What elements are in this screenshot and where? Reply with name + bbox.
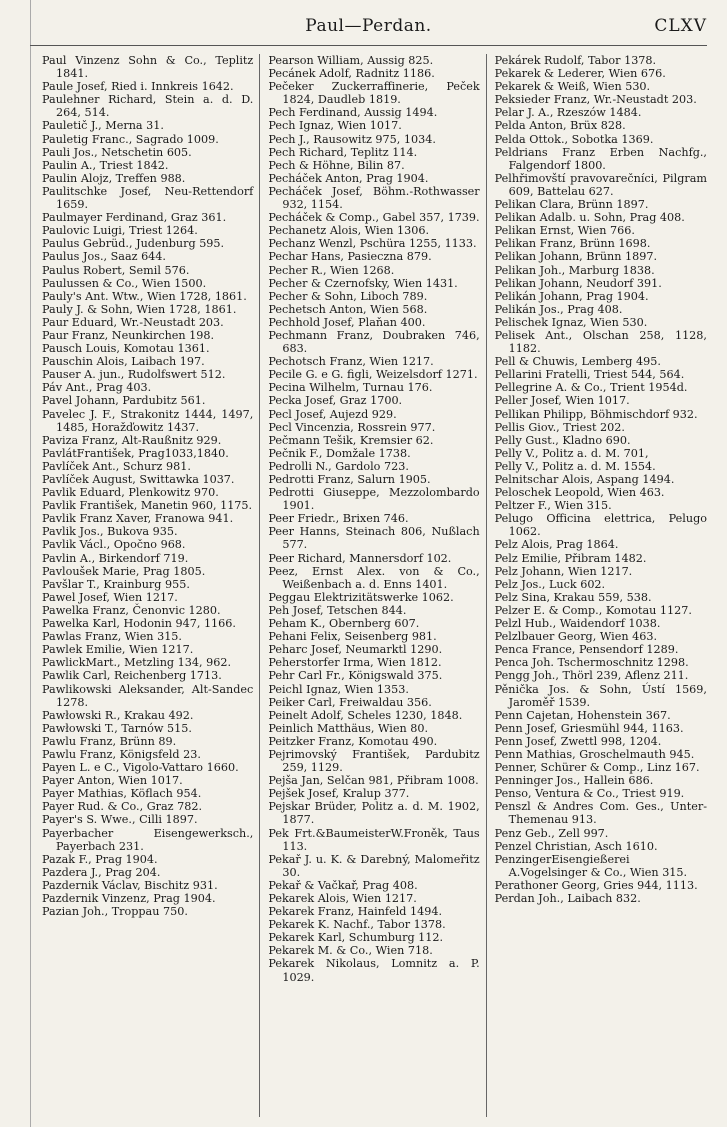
directory-entry: Peham K., Obernberg 607.: [268, 617, 420, 631]
directory-entry: Pelzer E. & Comp., Komotau 1127.: [494, 603, 692, 617]
directory-entry: Pawłowski R., Krakau 492.: [42, 708, 194, 722]
directory-entry: Pelz Emilie, Přibram 1482.: [494, 551, 647, 565]
directory-entry: Paulin A., Triest 1842.: [42, 158, 169, 172]
directory-entry: Pecl Josef, Aujezd 929.: [268, 407, 397, 421]
directory-entry: Pawlikowski Aleksander, Alt-Sandec 1278.: [42, 682, 254, 709]
page-number: CLXV: [654, 16, 707, 36]
directory-entry: Paulehner Richard, Stein a. d. D. 264, 514.: [42, 93, 254, 120]
directory-entry: Pecháček Anton, Prag 1904.: [268, 171, 429, 185]
directory-entry: Pawłowski T., Tarnów 515.: [42, 721, 192, 735]
directory-entry: Peiker Carl, Freiwaldau 356.: [268, 695, 432, 709]
directory-entry: Pejšek Josef, Kralup 377.: [268, 787, 410, 801]
directory-entry: Pauli Jos., Netschetin 605.: [42, 145, 192, 159]
directory-entry: Pelischek Ignaz, Wien 530.: [494, 315, 648, 329]
column-3: [487, 54, 713, 1117]
directory-entry: Pavlíček Ant., Schurz 981.: [42, 459, 191, 473]
directory-entry: Pelz Jos., Luck 602.: [494, 577, 606, 591]
directory-entry: Pawlu Franz, Königsfeld 23.: [42, 747, 201, 761]
directory-entry: Payer Rud. & Co., Graz 782.: [42, 800, 203, 814]
directory-entry: Pawlik Carl, Reichenberg 1713.: [42, 669, 222, 683]
directory-entry: Pavlik Franz Xaver, Franowa 941.: [42, 512, 234, 526]
directory-entry: Peh Josef, Tetschen 844.: [268, 603, 407, 617]
directory-entry: Pekarek & Weiß, Wien 530.: [494, 80, 651, 94]
directory-entry: Peller Josef, Wien 1017.: [494, 394, 630, 408]
column-2: [260, 54, 486, 1117]
directory-entry: Pawlu Franz, Brünn 89.: [42, 734, 177, 748]
directory-entry: Pek Frt.&BaumeisterW.Froněk, Taus 113.: [268, 826, 480, 853]
directory-columns: [34, 54, 713, 1117]
directory-entry: Pawlek Emilie, Wien 1217.: [42, 643, 194, 657]
directory-entry: Paur Franz, Neunkirchen 198.: [42, 328, 215, 342]
directory-entry: Pelikán Jos., Prag 408.: [494, 302, 623, 316]
directory-entry: Peinlich Matthäus, Wien 80.: [268, 721, 429, 735]
directory-entry: Pecháček Josef, Böhm.-Rothwasser 932, 1154.: [268, 184, 480, 212]
directory-entry: Pauletič J., Merna 31.: [42, 119, 164, 133]
directory-entry: Pelz Alois, Prag 1864.: [494, 538, 619, 552]
directory-entry: Pelz Sina, Krakau 559, 538.: [494, 590, 652, 604]
page-title: Paul—Perdan.: [305, 16, 432, 36]
directory-entry: Penninger Jos., Hallein 686.: [494, 774, 654, 788]
directory-entry: Pedrotti Giuseppe, Mezzolombardo 1901.: [268, 486, 480, 513]
directory-entry: Penner, Schürer & Comp., Linz 167.: [494, 761, 700, 775]
directory-entry: Pauser A. jun., Rudolfswert 512.: [42, 368, 226, 382]
directory-entry: Payer Anton, Wien 1017.: [42, 774, 183, 788]
directory-entry: Peksieder Franz, Wr.-Neustadt 203.: [494, 93, 697, 107]
directory-entry: Pazian Joh., Troppau 750.: [42, 905, 188, 919]
directory-entry: Peherstorfer Irma, Wien 1812.: [268, 656, 442, 670]
directory-entry: Pechanetz Alois, Wien 1306.: [268, 224, 430, 238]
directory-entry: Pekarek K. Nachf., Tabor 1378.: [268, 918, 446, 932]
directory-entry: Peer Hanns, Steinach 806, Nußlach 577.: [268, 525, 480, 552]
directory-entry: Pecháček & Comp., Gabel 357, 1739.: [268, 211, 480, 225]
directory-entry: Pekarek Karl, Schumburg 112.: [268, 931, 444, 945]
directory-entry: Pawelka Karl, Hodonin 947, 1166.: [42, 617, 236, 631]
directory-entry: Pekarek Nikolaus, Lomnitz a. P. 1029.: [268, 957, 480, 984]
directory-entry: Pelzlbauer Georg, Wien 463.: [494, 630, 657, 644]
directory-entry: Paulus Gebrüd., Judenburg 595.: [42, 237, 225, 251]
directory-entry: PavlátFrantišek, Prag1033,1840.: [42, 446, 229, 460]
directory-entry: Pech Ignaz, Wien 1017.: [268, 119, 402, 133]
directory-entry: Pavšlar T., Krainburg 955.: [42, 577, 190, 591]
directory-entry: Pawel Josef, Wien 1217.: [42, 590, 178, 604]
directory-entry: Peloschek Leopold, Wien 463.: [494, 486, 665, 500]
directory-entry: Pekarek & Lederer, Wien 676.: [494, 67, 666, 81]
directory-entry: Pecl Vincenzia, Rossrein 977.: [268, 420, 436, 434]
directory-entry: Pelnitschar Alois, Aspang 1494.: [494, 473, 675, 486]
directory-entry: Pavlik Václ., Opočno 968.: [42, 538, 186, 552]
directory-entry: Paul Vinzenz Sohn & Co., Teplitz 1841.: [42, 54, 254, 81]
directory-entry: Pazak F., Prag 1904.: [42, 852, 158, 866]
directory-entry: Paule Josef, Ried i. Innkreis 1642.: [42, 80, 234, 94]
directory-entry: Pelly V., Politz a. d. M. 1554.: [494, 459, 656, 473]
directory-entry: Pechanz Wenzl, Pschüra 1255, 1133.: [268, 237, 477, 251]
directory-entry: Paulus Jos., Saaz 644.: [42, 250, 166, 264]
directory-entry: Pechhold Josef, Plaňan 400.: [268, 315, 426, 329]
directory-entry: Pelhřimovští pravovarečníci, Pilgram 609, Battelau 627.: [494, 171, 707, 198]
directory-entry: Penn Cajetan, Hohenstein 367.: [494, 708, 671, 722]
directory-entry: Perathoner Georg, Gries 944, 1113.: [494, 878, 698, 892]
directory-entry: Páv Ant., Prag 403.: [42, 381, 152, 395]
directory-entry: Payerbacher Eisengewerksch., Payerbach 231.: [42, 826, 254, 853]
directory-entry: Payer Mathias, Köflach 954.: [42, 787, 202, 801]
directory-entry: Pekarek Franz, Hainfeld 1494.: [268, 905, 443, 919]
directory-entry: Pellarini Fratelli, Triest 544, 564.: [494, 368, 685, 382]
directory-entry: Pehr Carl Fr., Königswald 375.: [268, 669, 443, 683]
directory-entry: Pekarek Alois, Wien 1217.: [268, 892, 417, 905]
directory-entry: Pavloušek Marie, Prag 1805.: [42, 564, 206, 578]
directory-entry: Pěnička Jos. & Sohn, Ústí 1569, Jaroměř 1539.: [494, 682, 707, 709]
directory-entry: Pečeker Zuckerraffinerie, Peček 1824, Daudleb 1819.: [268, 80, 480, 107]
directory-entry: Pauletig Franc., Sagrado 1009.: [42, 132, 219, 146]
directory-entry: Pecher & Czernofsky, Wien 1431.: [268, 276, 458, 290]
directory-entry: Pelly V., Politz a. d. M. 701,: [494, 446, 649, 460]
directory-entry: Pech J., Rausowitz 975, 1034.: [268, 132, 436, 146]
directory-entry: Peggau Elektrizitätswerke 1062.: [268, 590, 454, 604]
directory-entry: Pekarek M. & Co., Wien 718.: [268, 944, 433, 958]
directory-entry: Pellegrine A. & Co., Trient 1954d.: [494, 381, 688, 395]
directory-entry: Peltzer F., Wien 315.: [494, 499, 612, 513]
directory-entry: Perdan Joh., Laibach 832.: [494, 892, 641, 905]
directory-entry: Paulmayer Ferdinand, Graz 361.: [42, 211, 227, 225]
left-margin-line: [30, 0, 31, 1127]
directory-entry: Pelikan Clara, Brünn 1897.: [494, 198, 649, 212]
directory-entry: Pauly's Ant. Wtw., Wien 1728, 1861.: [42, 289, 247, 303]
directory-entry: Pellis Giov., Triest 202.: [494, 420, 625, 434]
directory-entry: Pekárek Rudolf, Tabor 1378.: [494, 54, 657, 67]
directory-entry: Pearson William, Aussig 825.: [268, 54, 434, 67]
directory-entry: Pavlik Jos., Bukova 935.: [42, 525, 178, 539]
directory-entry: Pechotsch Franz, Wien 1217.: [268, 355, 434, 369]
directory-entry: Pedrolli N., Gardolo 723.: [268, 459, 409, 473]
directory-entry: Paur Eduard, Wr.-Neustadt 203.: [42, 315, 224, 329]
directory-entry: Pausch Louis, Komotau 1361.: [42, 342, 210, 356]
directory-entry: Pelisek Ant., Olschan 258, 1128, 1182.: [494, 328, 707, 356]
directory-entry: Peitzker Franz, Komotau 490.: [268, 734, 438, 748]
directory-entry: Pelikan Franz, Brünn 1698.: [494, 237, 651, 251]
directory-entry: Paulus Robert, Semil 576.: [42, 263, 190, 277]
directory-entry: Pecher R., Wien 1268.: [268, 263, 395, 277]
directory-entry: Pecher & Sohn, Liboch 789.: [268, 289, 428, 303]
directory-entry: Pavlik František, Manetin 960, 1175.: [42, 499, 253, 513]
directory-entry: Penn Josef, Zwettl 998, 1204.: [494, 734, 662, 748]
directory-entry: Penn Mathias, Groschelmauth 945.: [494, 747, 695, 761]
directory-entry: Penz Geb., Zell 997.: [494, 826, 609, 840]
column-1: [34, 54, 260, 1117]
directory-entry: Payen L. e C., Vigolo-Vattaro 1660.: [42, 761, 239, 775]
directory-entry: PawlickMart., Metzling 134, 962.: [42, 656, 232, 670]
directory-entry: Pauschin Alois, Laibach 197.: [42, 355, 205, 369]
directory-entry: Pecka Josef, Graz 1700.: [268, 394, 403, 408]
directory-entry: Pell & Chuwis, Lemberg 495.: [494, 355, 661, 369]
directory-entry: PenzingerEisengießerei A.Vogelsinger & Co., Wien 315.: [494, 852, 688, 879]
directory-entry: Payer's S. Wwe., Cilli 1897.: [42, 813, 198, 827]
directory-entry: Pechmann Franz, Doubraken 746, 683.: [268, 328, 480, 356]
directory-entry: Pelikan Johann, Brünn 1897.: [494, 250, 658, 264]
directory-entry: Pelugo Officina elettrica, Pelugo 1062.: [494, 512, 707, 539]
directory-entry: Pauly J. & Sohn, Wien 1728, 1861.: [42, 302, 237, 316]
directory-entry: Pelar J. A., Rzeszów 1484.: [494, 106, 642, 120]
directory-entry: Penso, Ventura & Co., Triest 919.: [494, 787, 685, 801]
directory-entry: Pelikan Adalb. u. Sohn, Prag 408.: [494, 211, 685, 225]
directory-entry: Pelikan Joh., Marburg 1838.: [494, 263, 655, 277]
directory-entry: Pelikán Johann, Prag 1904.: [494, 289, 649, 303]
directory-entry: Peichl Ignaz, Wien 1353.: [268, 682, 409, 696]
directory-entry: Pech & Höhne, Bilin 87.: [268, 158, 405, 172]
directory-entry: Peez, Ernst Alex. von & Co., Weißenbach a. d. Enns 1401.: [268, 564, 480, 591]
directory-entry: Pekař J. u. K. & Darebný, Malomeřitz 30.: [268, 852, 480, 879]
directory-entry: Penszl & Andres Com. Ges., Unter-Themenau 913.: [494, 800, 707, 827]
directory-entry: Pawlas Franz, Wien 315.: [42, 630, 182, 644]
directory-entry: Paulitschke Josef, Neu-Rettendorf 1659.: [42, 184, 254, 212]
directory-entry: Pengg Joh., Thörl 239, Aflenz 211.: [494, 669, 689, 683]
directory-entry: Penca France, Pensendorf 1289.: [494, 643, 679, 657]
directory-entry: Pekař & Vačkař, Prag 408.: [268, 878, 418, 892]
directory-entry: Peharc Josef, Neumarktl 1290.: [268, 643, 443, 657]
directory-entry: Pavel Johann, Pardubitz 561.: [42, 394, 206, 408]
directory-entry: Pejskar Brüder, Politz a. d. M. 1902, 1877.: [268, 800, 480, 827]
directory-entry: Pavlin A., Birkendorf 719.: [42, 551, 189, 565]
directory-entry: Pelikan Johann, Neudorf 391.: [494, 276, 662, 290]
directory-entry: Peer Richard, Mannersdorf 102.: [268, 551, 452, 565]
directory-entry: Pechar Hans, Pasieczna 879.: [268, 250, 432, 264]
directory-entry: Pečmann Tešik, Kremsier 62.: [268, 433, 434, 447]
directory-entry: Pelly Gust., Kladno 690.: [494, 433, 631, 447]
header-rule: [30, 45, 707, 46]
directory-entry: Paulin Alojz, Treffen 988.: [42, 171, 186, 185]
directory-entry: Pavlik Eduard, Plenkowitz 970.: [42, 486, 219, 500]
directory-entry: Pechetsch Anton, Wien 568.: [268, 302, 428, 316]
directory-entry: Pelda Ottok., Sobotka 1369.: [494, 132, 654, 146]
directory-entry: Peinelt Adolf, Scheles 1230, 1848.: [268, 708, 463, 722]
directory-entry: Pelz Johann, Wien 1217.: [494, 564, 633, 578]
directory-entry: Pejrimovský František, Pardubitz 259, 1129.: [268, 747, 480, 775]
directory-entry: Pejša Jan, Selčan 981, Přibram 1008.: [268, 774, 479, 788]
directory-entry: Pazdernik Václav, Bischitz 931.: [42, 878, 218, 892]
directory-entry: Pelda Anton, Brüx 828.: [494, 119, 626, 133]
directory-entry: Pedrotti Franz, Salurn 1905.: [268, 473, 431, 486]
directory-entry: Penzel Christian, Asch 1610.: [494, 839, 658, 853]
directory-entry: Paviza Franz, Alt-Raußnitz 929.: [42, 433, 222, 447]
directory-entry: Pazdernik Vinzenz, Prag 1904.: [42, 892, 216, 905]
page-header: [30, 14, 707, 44]
directory-entry: Pecile G. e G. figli, Weizelsdorf 1271.: [268, 368, 478, 382]
directory-entry: Penca Joh. Tschermoschnitz 1298.: [494, 656, 689, 670]
directory-entry: Pavelec J. F., Strakonitz 1444, 1497, 1485, Horažďowitz 1437.: [42, 407, 254, 434]
directory-entry: Pazdera J., Prag 204.: [42, 865, 161, 879]
directory-entry: Pelikan Ernst, Wien 766.: [494, 224, 635, 238]
directory-entry: Pech Ferdinand, Aussig 1494.: [268, 106, 438, 120]
directory-entry: Pecina Wilhelm, Turnau 176.: [268, 381, 433, 395]
directory-entry: Pehani Felix, Seisenberg 981.: [268, 630, 437, 644]
directory-entry: Paulussen & Co., Wien 1500.: [42, 276, 207, 290]
directory-entry: Peer Friedr., Brixen 746.: [268, 512, 409, 526]
directory-entry: Pellikan Philipp, Böhmischdorf 932.: [494, 407, 698, 421]
directory-entry: Penn Josef, Griesmühl 944, 1163.: [494, 721, 684, 735]
directory-entry: Pecánek Adolf, Radnitz 1186.: [268, 67, 435, 81]
directory-entry: Peldrians Franz Erben Nachfg., Falgendorf 1800.: [494, 145, 707, 172]
directory-entry: Pavlíček August, Swittawka 1037.: [42, 473, 235, 486]
directory-entry: Pečnik F., Domžale 1738.: [268, 446, 411, 460]
directory-entry: Pawelka Franz, Čenonvic 1280.: [42, 603, 221, 617]
directory-entry: Paulovic Luigi, Triest 1264.: [42, 224, 198, 238]
directory-entry: Pelzl Hub., Waidendorf 1038.: [494, 617, 661, 631]
directory-entry: Pech Richard, Teplitz 114.: [268, 145, 418, 159]
